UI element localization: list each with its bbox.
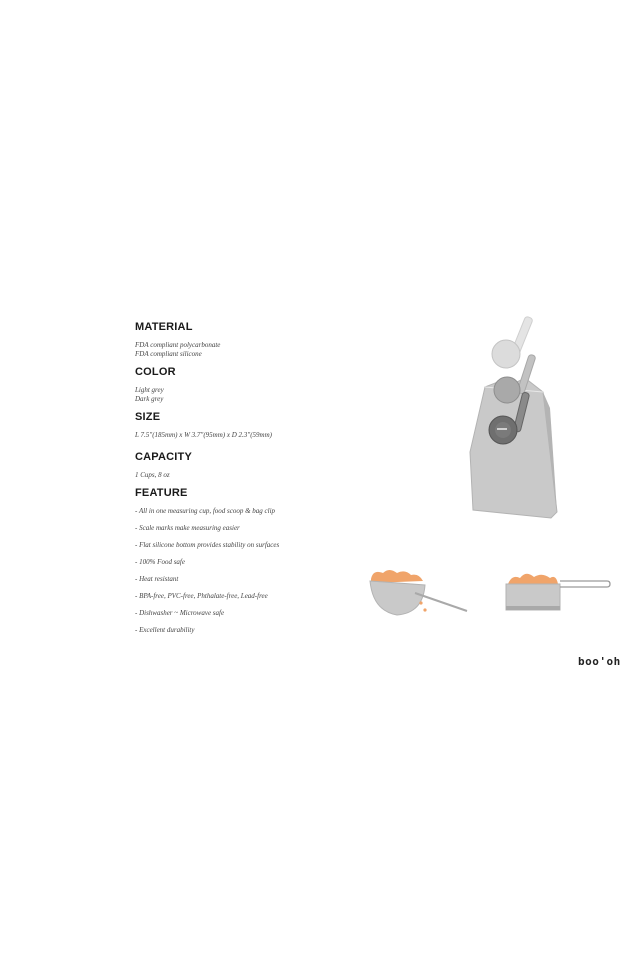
brand-logo: boo'oh (578, 655, 621, 668)
feature-heading: FEATURE (135, 487, 188, 499)
feature-item: - BPA-free, PVC-free, Phthalate-free, Lead-free (135, 592, 268, 600)
feature-item: - Flat silicone bottom provides stability on surfaces (135, 541, 280, 549)
cup-with-food-illustration (502, 568, 612, 616)
scoop-pouring-illustration (365, 565, 475, 625)
color-line: Dark grey (135, 395, 164, 403)
material-line: FDA compliant silicone (135, 350, 202, 358)
light-scoop (492, 340, 520, 368)
material-heading: MATERIAL (135, 321, 193, 333)
material-line: FDA compliant polycarbonate (135, 341, 221, 349)
bag-with-scoops-illustration (455, 312, 575, 527)
size-line: L 7.5"(185mm) x W 3.7"(95mm) x D 2.3"(59mm) (135, 431, 273, 439)
size-heading: SIZE (135, 411, 161, 423)
feature-item: - Dishwasher ~ Microwave safe (135, 609, 225, 617)
feature-item: - Heat resistant (135, 575, 179, 583)
feature-item: - Excellent durability (135, 626, 195, 634)
capacity-heading: CAPACITY (135, 451, 193, 463)
feature-item: - All in one measuring cup, food scoop & bag clip (135, 507, 276, 515)
capacity-line: 1 Cups, 8 oz (135, 471, 170, 479)
mid-scoop (494, 377, 520, 403)
color-line: Light grey (135, 386, 164, 394)
feature-item: - Scale marks make measuring easier (135, 524, 240, 532)
feature-item: - 100% Food safe (135, 558, 185, 566)
color-heading: COLOR (135, 366, 176, 378)
